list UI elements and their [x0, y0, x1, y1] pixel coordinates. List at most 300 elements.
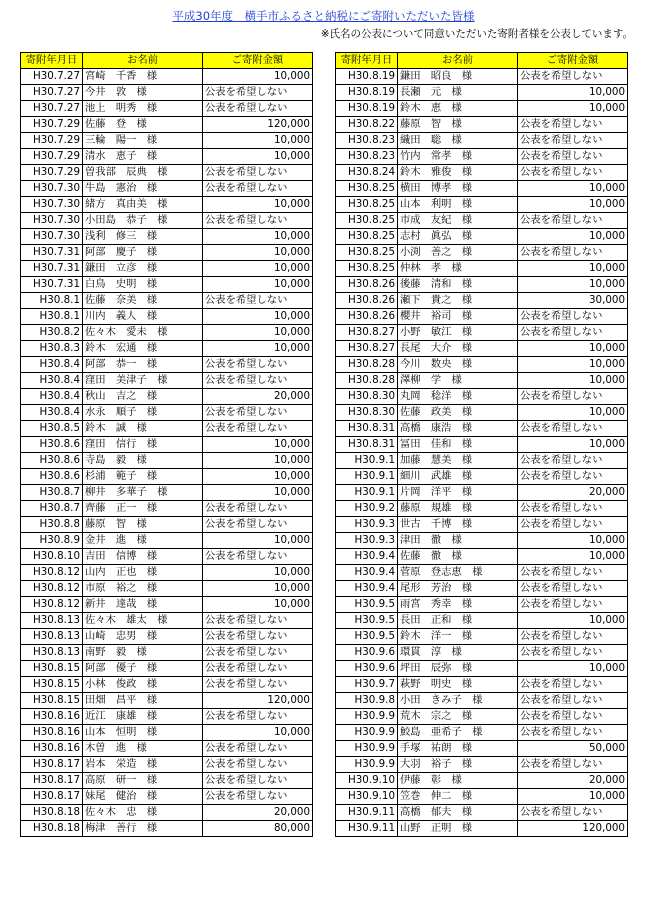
table-row — [21, 341, 313, 357]
donation-amount: 10,000 — [203, 437, 313, 453]
donation-date: H30.8.1 — [21, 309, 83, 325]
donation-amount: 50,000 — [518, 741, 628, 757]
donor-name: 柳井 多華子 様 — [83, 485, 203, 501]
table-row — [336, 789, 628, 805]
table-row — [21, 725, 313, 741]
donation-date: H30.7.31 — [21, 261, 83, 277]
donation-amount: 公表を希望しない — [518, 117, 628, 133]
table-row — [336, 581, 628, 597]
donor-name: 宮崎 千香 様 — [83, 69, 203, 85]
donation-date: H30.7.27 — [21, 69, 83, 85]
donation-date: H30.9.3 — [336, 533, 398, 549]
donor-name: 佐藤 登 様 — [83, 117, 203, 133]
table-row — [21, 149, 313, 165]
donation-amount: 10,000 — [518, 405, 628, 421]
donation-amount: 公表を希望しない — [518, 693, 628, 709]
table-row — [21, 565, 313, 581]
donation-date: H30.9.10 — [336, 773, 398, 789]
donation-amount: 10,000 — [203, 469, 313, 485]
donation-amount: 公表を希望しない — [203, 677, 313, 693]
header-amount: ご寄附金額 — [518, 53, 628, 69]
table-row — [336, 213, 628, 229]
donor-name: 今川 数央 様 — [398, 357, 518, 373]
table-row — [336, 597, 628, 613]
donation-date: H30.9.7 — [336, 677, 398, 693]
donation-amount: 公表を希望しない — [203, 517, 313, 533]
donor-name: 片岡 洋平 様 — [398, 485, 518, 501]
donation-date: H30.9.5 — [336, 597, 398, 613]
table-row — [21, 373, 313, 389]
donor-name: 荒木 宗之 様 — [398, 709, 518, 725]
donor-name: 窪田 信行 様 — [83, 437, 203, 453]
donation-amount: 10,000 — [518, 357, 628, 373]
donation-date: H30.8.19 — [336, 85, 398, 101]
donation-amount: 30,000 — [518, 293, 628, 309]
table-row — [21, 517, 313, 533]
donor-name: 笠巻 伸二 様 — [398, 789, 518, 805]
donation-amount: 120,000 — [203, 117, 313, 133]
donor-name: 尾形 芳治 様 — [398, 581, 518, 597]
donation-amount: 公表を希望しない — [518, 581, 628, 597]
table-row — [336, 405, 628, 421]
donor-name: 高橋 康浩 様 — [398, 421, 518, 437]
table-row — [336, 165, 628, 181]
donation-amount: 公表を希望しない — [203, 549, 313, 565]
donation-date: H30.9.1 — [336, 453, 398, 469]
donation-date: H30.8.16 — [21, 741, 83, 757]
donor-name: 水永 順子 様 — [83, 405, 203, 421]
header-row — [21, 53, 313, 69]
donation-date: H30.9.10 — [336, 789, 398, 805]
donor-name: 長田 正和 様 — [398, 613, 518, 629]
donor-name: 牛島 憲治 様 — [83, 181, 203, 197]
donation-amount: 10,000 — [518, 101, 628, 117]
donation-amount: 10,000 — [203, 581, 313, 597]
donation-date: H30.7.30 — [21, 213, 83, 229]
donor-name: 梅津 善行 様 — [83, 821, 203, 837]
header-row — [336, 53, 628, 69]
donation-amount: 公表を希望しない — [203, 661, 313, 677]
table-row — [336, 261, 628, 277]
donation-date: H30.9.5 — [336, 629, 398, 645]
donor-name: 佐々木 愛未 様 — [83, 325, 203, 341]
table-row — [21, 165, 313, 181]
donation-amount: 公表を希望しない — [518, 629, 628, 645]
donation-amount: 10,000 — [203, 261, 313, 277]
donation-amount: 120,000 — [518, 821, 628, 837]
donor-name: 白鳥 史明 様 — [83, 277, 203, 293]
table-row — [336, 485, 628, 501]
donor-name: 杉浦 範子 様 — [83, 469, 203, 485]
donor-name: 吉田 信博 様 — [83, 549, 203, 565]
table-row — [21, 101, 313, 117]
table-row — [336, 693, 628, 709]
donor-name: 環貫 淳 様 — [398, 645, 518, 661]
donation-date: H30.9.11 — [336, 821, 398, 837]
table-row — [336, 501, 628, 517]
table-row — [21, 181, 313, 197]
table-row — [21, 501, 313, 517]
table-row — [336, 325, 628, 341]
donation-amount: 公表を希望しない — [203, 101, 313, 117]
donor-name: 高原 研一 様 — [83, 773, 203, 789]
table-row — [336, 677, 628, 693]
donation-date: H30.9.2 — [336, 501, 398, 517]
table-row — [336, 181, 628, 197]
donation-amount: 公表を希望しない — [203, 757, 313, 773]
table-row — [21, 549, 313, 565]
donation-amount: 公表を希望しない — [203, 629, 313, 645]
donation-amount: 20,000 — [518, 773, 628, 789]
donation-amount: 公表を希望しない — [518, 677, 628, 693]
table-row — [336, 421, 628, 437]
donor-name: 木曽 進 様 — [83, 741, 203, 757]
donation-amount: 公表を希望しない — [518, 725, 628, 741]
donation-amount: 公表を希望しない — [203, 789, 313, 805]
donation-date: H30.8.15 — [21, 693, 83, 709]
donation-amount: 10,000 — [203, 325, 313, 341]
donation-amount: 10,000 — [203, 245, 313, 261]
donation-date: H30.8.27 — [336, 341, 398, 357]
donation-amount: 10,000 — [203, 309, 313, 325]
donation-amount: 公表を希望しない — [518, 709, 628, 725]
donation-amount: 10,000 — [203, 565, 313, 581]
donation-amount: 公表を希望しない — [203, 645, 313, 661]
table-row — [21, 533, 313, 549]
donation-amount: 10,000 — [203, 69, 313, 85]
donor-name: 澤柳 学 様 — [398, 373, 518, 389]
donation-date: H30.8.7 — [21, 501, 83, 517]
donation-date: H30.8.19 — [336, 69, 398, 85]
table-row — [21, 437, 313, 453]
donor-name: 新井 達哉 様 — [83, 597, 203, 613]
donation-date: H30.7.27 — [21, 101, 83, 117]
donation-amount: 公表を希望しない — [203, 373, 313, 389]
table-row — [21, 677, 313, 693]
table-row — [21, 773, 313, 789]
donation-amount: 公表を希望しない — [518, 757, 628, 773]
donor-name: 仲林 孝 様 — [398, 261, 518, 277]
donation-date: H30.8.15 — [21, 677, 83, 693]
donation-date: H30.8.26 — [336, 277, 398, 293]
donor-name: 鈴木 恵 様 — [398, 101, 518, 117]
table-row — [21, 757, 313, 773]
table-row — [336, 517, 628, 533]
donation-amount: 10,000 — [518, 661, 628, 677]
donation-date: H30.9.6 — [336, 645, 398, 661]
donation-date: H30.8.23 — [336, 149, 398, 165]
table-row — [336, 613, 628, 629]
donor-name: 鈴木 雅俊 様 — [398, 165, 518, 181]
table-row — [21, 325, 313, 341]
donation-amount: 公表を希望しない — [518, 805, 628, 821]
donation-amount: 10,000 — [203, 133, 313, 149]
donation-amount: 20,000 — [203, 805, 313, 821]
table-row — [336, 373, 628, 389]
donation-amount: 公表を希望しない — [518, 133, 628, 149]
donor-name: 妹尾 健治 様 — [83, 789, 203, 805]
donation-date: H30.9.4 — [336, 549, 398, 565]
donation-date: H30.8.17 — [21, 757, 83, 773]
donation-date: H30.8.7 — [21, 485, 83, 501]
table-row — [21, 661, 313, 677]
table-row — [21, 133, 313, 149]
table-row — [336, 133, 628, 149]
header-name: お名前 — [398, 53, 518, 69]
donation-date: H30.8.13 — [21, 613, 83, 629]
donation-date: H30.8.25 — [336, 181, 398, 197]
donor-name: 小野 敏江 様 — [398, 325, 518, 341]
table-row — [336, 117, 628, 133]
donation-amount: 公表を希望しない — [518, 149, 628, 165]
donation-amount: 80,000 — [203, 821, 313, 837]
table-row — [336, 821, 628, 837]
table-row — [21, 485, 313, 501]
donation-date: H30.8.9 — [21, 533, 83, 549]
donation-amount: 公表を希望しない — [518, 165, 628, 181]
table-row — [336, 645, 628, 661]
donor-name: 瀬下 貴之 様 — [398, 293, 518, 309]
donation-amount: 10,000 — [203, 533, 313, 549]
donor-name: 山本 利明 様 — [398, 197, 518, 213]
donor-name: 後藤 清和 様 — [398, 277, 518, 293]
donor-name: 志村 眞弘 様 — [398, 229, 518, 245]
donation-amount: 公表を希望しない — [518, 501, 628, 517]
donation-amount: 10,000 — [518, 373, 628, 389]
table-row — [21, 197, 313, 213]
table-row — [336, 293, 628, 309]
donation-date: H30.9.4 — [336, 565, 398, 581]
table-row — [336, 725, 628, 741]
table-row — [21, 69, 313, 85]
donor-name: 近江 康雄 様 — [83, 709, 203, 725]
donation-date: H30.9.9 — [336, 709, 398, 725]
donation-amount: 公表を希望しない — [518, 325, 628, 341]
donor-name: 加藤 慧美 様 — [398, 453, 518, 469]
donor-name: 緒方 真由美 様 — [83, 197, 203, 213]
donor-name: 坪田 辰弥 様 — [398, 661, 518, 677]
donor-table-right — [335, 52, 628, 837]
donation-amount: 20,000 — [518, 485, 628, 501]
table-row — [336, 773, 628, 789]
header-date: 寄附年月日 — [21, 53, 83, 69]
donation-amount: 10,000 — [518, 261, 628, 277]
donor-name: 小林 俊政 様 — [83, 677, 203, 693]
donation-date: H30.8.25 — [336, 261, 398, 277]
donor-name: 佐々木 忠 様 — [83, 805, 203, 821]
table-row — [21, 213, 313, 229]
donor-name: 市成 友紀 様 — [398, 213, 518, 229]
donor-name: 櫻井 裕司 様 — [398, 309, 518, 325]
donation-amount: 10,000 — [203, 341, 313, 357]
donation-date: H30.8.26 — [336, 293, 398, 309]
donation-amount: 公表を希望しない — [518, 213, 628, 229]
table-row — [336, 565, 628, 581]
donor-name: 金井 進 様 — [83, 533, 203, 549]
donor-name: 佐藤 徹 様 — [398, 549, 518, 565]
donation-date: H30.8.13 — [21, 629, 83, 645]
donation-amount: 公表を希望しない — [518, 453, 628, 469]
donation-date: H30.8.30 — [336, 389, 398, 405]
donation-amount: 公表を希望しない — [518, 517, 628, 533]
donor-name: 菅原 登志恵 様 — [398, 565, 518, 581]
table-row — [336, 469, 628, 485]
donation-amount: 10,000 — [203, 453, 313, 469]
donation-date: H30.9.6 — [336, 661, 398, 677]
donor-name: 阿部 恭一 様 — [83, 357, 203, 373]
table-row — [21, 821, 313, 837]
donor-name: 佐々木 雄太 様 — [83, 613, 203, 629]
donor-name: 雨宮 秀幸 様 — [398, 597, 518, 613]
donor-name: 山野 正明 様 — [398, 821, 518, 837]
donor-name: 鈴木 誠 様 — [83, 421, 203, 437]
donor-name: 手塚 祐朗 様 — [398, 741, 518, 757]
donation-amount: 120,000 — [203, 693, 313, 709]
donation-date: H30.9.9 — [336, 741, 398, 757]
donation-date: H30.8.16 — [21, 725, 83, 741]
table-row — [336, 277, 628, 293]
table-row — [336, 453, 628, 469]
donor-name: 浅利 修三 様 — [83, 229, 203, 245]
table-row — [21, 613, 313, 629]
donation-date: H30.7.29 — [21, 133, 83, 149]
donation-amount: 公表を希望しない — [203, 773, 313, 789]
donor-name: 清水 恵子 様 — [83, 149, 203, 165]
donation-amount: 10,000 — [518, 341, 628, 357]
donor-name: 大羽 裕子 様 — [398, 757, 518, 773]
donor-name: 鈴木 洋一 様 — [398, 629, 518, 645]
donor-rows-right — [336, 69, 628, 837]
table-row — [21, 645, 313, 661]
donation-amount: 10,000 — [518, 229, 628, 245]
donor-name: 高橋 郁夫 様 — [398, 805, 518, 821]
donor-name: 曽我部 辰典 様 — [83, 165, 203, 181]
donor-name: 長尾 大介 様 — [398, 341, 518, 357]
donor-name: 鎌田 昭良 様 — [398, 69, 518, 85]
disclosure-note: ※氏名の公表について同意いただいた寄附者様を公表しています。 — [320, 28, 633, 40]
donation-date: H30.9.4 — [336, 581, 398, 597]
donor-name: 世古 千博 様 — [398, 517, 518, 533]
donation-date: H30.9.5 — [336, 613, 398, 629]
header-amount: ご寄附金額 — [203, 53, 313, 69]
donation-amount: 公表を希望しない — [203, 85, 313, 101]
donation-amount: 公表を希望しない — [518, 69, 628, 85]
donor-name: 山本 恒明 様 — [83, 725, 203, 741]
table-row — [21, 469, 313, 485]
header-name: お名前 — [83, 53, 203, 69]
donation-date: H30.8.12 — [21, 597, 83, 613]
donation-amount: 10,000 — [518, 85, 628, 101]
donation-date: H30.7.29 — [21, 165, 83, 181]
donation-amount: 10,000 — [518, 613, 628, 629]
table-row — [336, 533, 628, 549]
donor-name: 藤原 規雄 様 — [398, 501, 518, 517]
donation-date: H30.8.13 — [21, 645, 83, 661]
donation-amount: 公表を希望しない — [203, 213, 313, 229]
table-row — [336, 341, 628, 357]
donation-amount: 10,000 — [203, 597, 313, 613]
donation-amount: 公表を希望しない — [203, 165, 313, 181]
donation-amount: 10,000 — [518, 197, 628, 213]
donation-date: H30.9.1 — [336, 469, 398, 485]
donation-amount: 20,000 — [203, 389, 313, 405]
donation-date: H30.8.25 — [336, 213, 398, 229]
table-row — [336, 437, 628, 453]
donation-date: H30.9.9 — [336, 757, 398, 773]
donor-name: 鎌田 立彦 様 — [83, 261, 203, 277]
table-row — [21, 357, 313, 373]
donation-amount: 公表を希望しない — [203, 709, 313, 725]
donor-name: 冨田 佳和 様 — [398, 437, 518, 453]
donation-date: H30.8.30 — [336, 405, 398, 421]
donor-name: 岩本 栄造 様 — [83, 757, 203, 773]
table-row — [336, 245, 628, 261]
donation-amount: 公表を希望しない — [518, 469, 628, 485]
donation-amount: 10,000 — [203, 485, 313, 501]
table-row — [21, 309, 313, 325]
table-row — [21, 709, 313, 725]
donor-name: 阿部 慶子 様 — [83, 245, 203, 261]
donation-amount: 公表を希望しない — [203, 501, 313, 517]
table-row — [21, 229, 313, 245]
table-row — [21, 597, 313, 613]
donation-date: H30.8.25 — [336, 245, 398, 261]
donation-date: H30.8.1 — [21, 293, 83, 309]
donation-date: H30.8.24 — [336, 165, 398, 181]
table-row — [336, 357, 628, 373]
donation-amount: 10,000 — [518, 437, 628, 453]
donation-amount: 10,000 — [203, 277, 313, 293]
table-row — [336, 389, 628, 405]
donation-amount: 公表を希望しない — [518, 565, 628, 581]
donor-name: 秋山 吉之 様 — [83, 389, 203, 405]
table-row — [21, 741, 313, 757]
table-row — [336, 101, 628, 117]
donation-date: H30.8.27 — [336, 325, 398, 341]
donation-date: H30.8.19 — [336, 101, 398, 117]
donation-amount: 公表を希望しない — [203, 741, 313, 757]
donor-name: 山内 正也 様 — [83, 565, 203, 581]
donation-amount: 公表を希望しない — [203, 613, 313, 629]
donor-name: 佐藤 奈美 様 — [83, 293, 203, 309]
table-row — [336, 741, 628, 757]
donation-date: H30.7.27 — [21, 85, 83, 101]
table-row — [21, 581, 313, 597]
donation-date: H30.8.18 — [21, 805, 83, 821]
table-row — [21, 389, 313, 405]
donation-amount: 10,000 — [518, 789, 628, 805]
donor-name: 鈴木 宏通 様 — [83, 341, 203, 357]
donor-name: 窪田 美津子 様 — [83, 373, 203, 389]
donor-name: 齊藤 正一 様 — [83, 501, 203, 517]
donation-date: H30.7.30 — [21, 229, 83, 245]
table-row — [21, 789, 313, 805]
donation-amount: 10,000 — [203, 149, 313, 165]
table-row — [21, 293, 313, 309]
donation-amount: 公表を希望しない — [203, 181, 313, 197]
donor-name: 小渕 善之 様 — [398, 245, 518, 261]
table-row — [336, 709, 628, 725]
donor-name: 細川 武雄 様 — [398, 469, 518, 485]
donation-amount: 公表を希望しない — [203, 293, 313, 309]
donation-date: H30.9.9 — [336, 725, 398, 741]
donation-amount: 公表を希望しない — [518, 645, 628, 661]
table-row — [336, 309, 628, 325]
donor-name: 丸岡 稔洋 様 — [398, 389, 518, 405]
donor-name: 小田 きみ子 様 — [398, 693, 518, 709]
donation-amount: 公表を希望しない — [203, 421, 313, 437]
donation-amount: 10,000 — [203, 229, 313, 245]
